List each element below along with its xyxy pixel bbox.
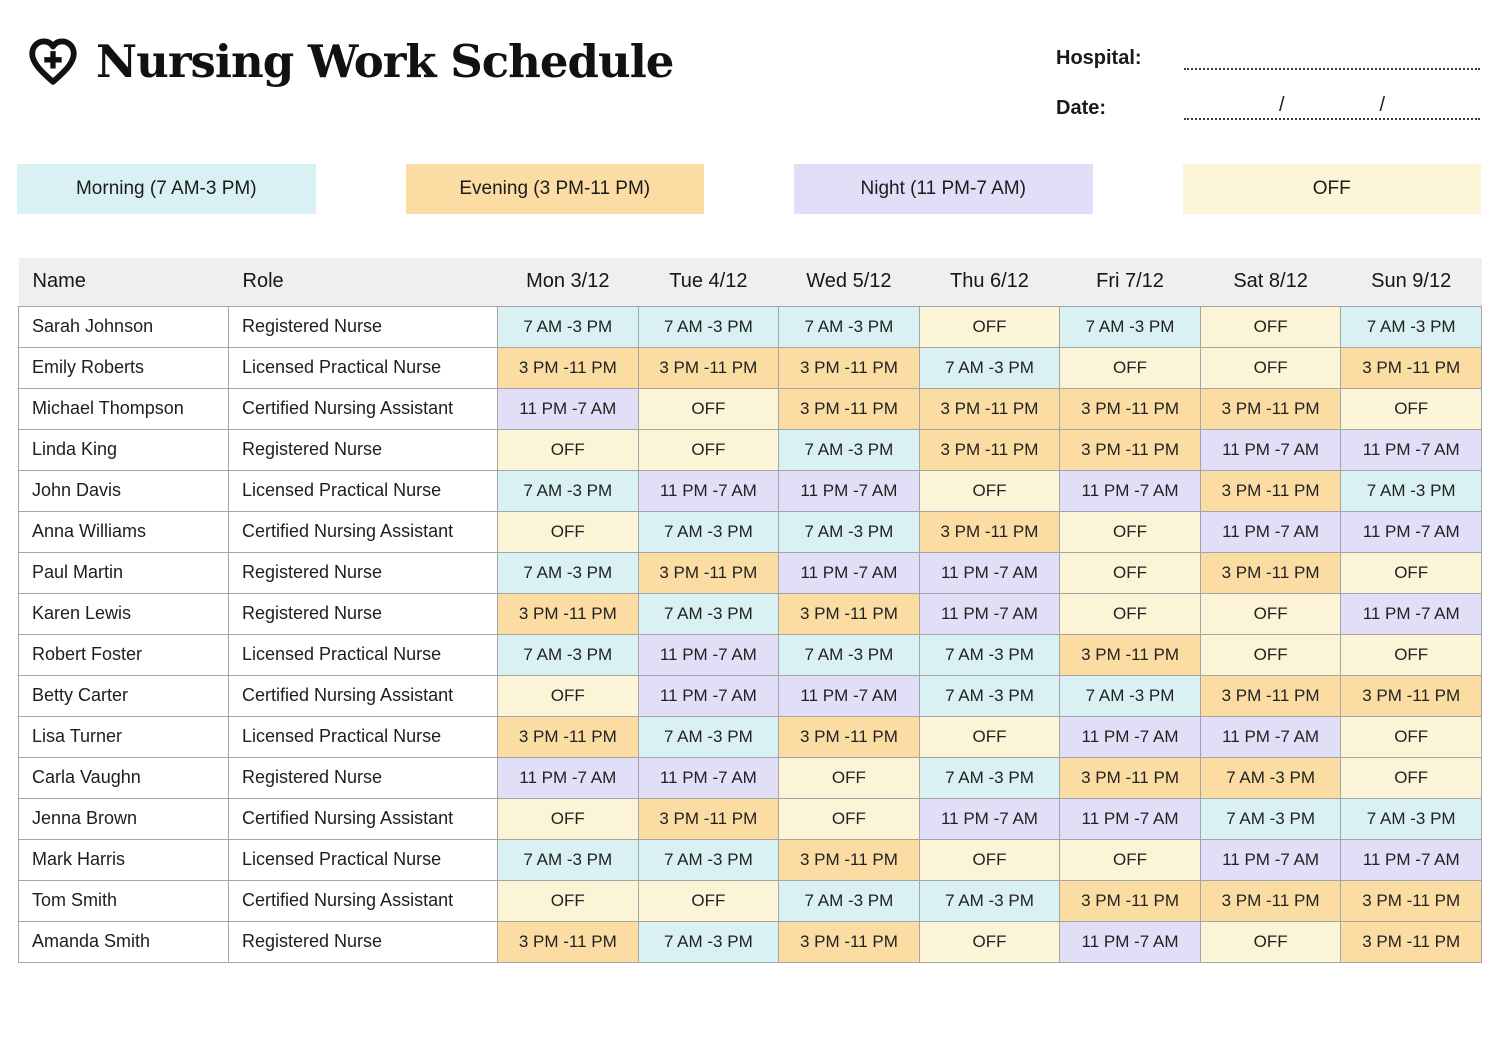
shift-cell-morning: 7 AM -3 PM	[498, 470, 639, 511]
column-header-role: Role	[229, 258, 498, 306]
page-title: Nursing Work Schedule	[96, 34, 674, 88]
shift-cell-morning: 7 AM -3 PM	[1060, 675, 1201, 716]
table-row	[19, 470, 1482, 511]
shift-cell-off: OFF	[1200, 921, 1341, 962]
shift-cell-night: 11 PM -7 AM	[1200, 716, 1341, 757]
table-row	[19, 716, 1482, 757]
shift-cell-off: OFF	[638, 880, 779, 921]
shift-cell-off: OFF	[1200, 593, 1341, 634]
shift-cell-night: 11 PM -7 AM	[1060, 716, 1201, 757]
table-row	[19, 757, 1482, 798]
shift-cell-evening: 3 PM -11 PM	[498, 716, 639, 757]
table-row	[19, 429, 1482, 470]
legend-morning-label: Morning (7 AM-3 PM)	[75, 178, 257, 199]
shift-cell-morning: 7 AM -3 PM	[919, 675, 1060, 716]
legend-off-label: OFF	[1312, 178, 1351, 199]
shift-cell-morning: 7 AM -3 PM	[1341, 798, 1482, 839]
column-header-fri-7-12: Fri 7/12	[1060, 258, 1201, 306]
date-input-line[interactable]	[1184, 92, 1480, 120]
shift-cell-off: OFF	[919, 839, 1060, 880]
shift-cell-morning: 7 AM -3 PM	[779, 429, 920, 470]
shift-cell-night: 11 PM -7 AM	[919, 798, 1060, 839]
shift-cell-evening: 3 PM -11 PM	[779, 716, 920, 757]
shift-cell-evening: 3 PM -11 PM	[1060, 388, 1201, 429]
shift-cell-evening: 3 PM -11 PM	[638, 798, 779, 839]
shift-cell-morning: 7 AM -3 PM	[779, 634, 920, 675]
shift-cell-night: 11 PM -7 AM	[779, 552, 920, 593]
table-row	[19, 921, 1482, 962]
shift-cell-evening: 7 AM -3 PM	[1200, 757, 1341, 798]
nurse-name-cell: Amanda Smith	[19, 921, 229, 962]
nurse-role-cell: Certified Nursing Assistant	[229, 388, 498, 429]
shift-cell-morning: 7 AM -3 PM	[498, 839, 639, 880]
shift-cell-morning: 7 AM -3 PM	[638, 839, 779, 880]
shift-cell-off: OFF	[498, 880, 639, 921]
heart-cross-icon	[24, 32, 82, 90]
shift-cell-morning: 7 AM -3 PM	[919, 347, 1060, 388]
shift-cell-evening: 3 PM -11 PM	[1060, 757, 1201, 798]
shift-cell-night: 11 PM -7 AM	[1200, 511, 1341, 552]
nurse-name-cell: Emily Roberts	[19, 347, 229, 388]
shift-cell-evening: 3 PM -11 PM	[638, 347, 779, 388]
shift-cell-evening: 3 PM -11 PM	[498, 593, 639, 634]
nurse-role-cell: Licensed Practical Nurse	[229, 634, 498, 675]
shift-cell-morning: 7 AM -3 PM	[1200, 798, 1341, 839]
shift-cell-evening: 3 PM -11 PM	[919, 511, 1060, 552]
nurse-role-cell: Registered Nurse	[229, 429, 498, 470]
table-row	[19, 593, 1482, 634]
shift-cell-off: OFF	[1060, 593, 1201, 634]
shift-cell-night: 11 PM -7 AM	[779, 470, 920, 511]
shift-cell-off: OFF	[498, 511, 639, 552]
nurse-role-cell: Registered Nurse	[229, 593, 498, 634]
nurse-name-cell: Mark Harris	[19, 839, 229, 880]
nurse-name-cell: Sarah Johnson	[19, 306, 229, 347]
shift-cell-evening: 3 PM -11 PM	[1200, 675, 1341, 716]
nurse-role-cell: Licensed Practical Nurse	[229, 470, 498, 511]
table-row	[19, 388, 1482, 429]
shift-cell-off: OFF	[1060, 511, 1201, 552]
column-header-name: Name	[19, 258, 229, 306]
shift-cell-off: OFF	[1200, 306, 1341, 347]
nurse-name-cell: Lisa Turner	[19, 716, 229, 757]
column-header-sun-9-12: Sun 9/12	[1341, 258, 1482, 306]
nurse-name-cell: Karen Lewis	[19, 593, 229, 634]
shift-cell-off: OFF	[919, 306, 1060, 347]
header-area	[0, 0, 1500, 120]
table-row	[19, 798, 1482, 839]
shift-cell-evening: 3 PM -11 PM	[1060, 429, 1201, 470]
nurse-role-cell: Certified Nursing Assistant	[229, 675, 498, 716]
table-row	[19, 306, 1482, 347]
nurse-role-cell: Certified Nursing Assistant	[229, 880, 498, 921]
shift-cell-night: 11 PM -7 AM	[1341, 839, 1482, 880]
date-label: Date:	[1056, 97, 1107, 119]
nurse-role-cell: Licensed Practical Nurse	[229, 839, 498, 880]
nurse-name-cell: Carla Vaughn	[19, 757, 229, 798]
shift-cell-night: 11 PM -7 AM	[919, 552, 1060, 593]
shift-cell-evening: 3 PM -11 PM	[1341, 347, 1482, 388]
shift-cell-morning: 7 AM -3 PM	[638, 593, 779, 634]
shift-cell-off: OFF	[638, 388, 779, 429]
shift-cell-morning: 7 AM -3 PM	[638, 306, 779, 347]
shift-cell-morning: 7 AM -3 PM	[1060, 306, 1201, 347]
shift-cell-off: OFF	[1341, 716, 1482, 757]
shift-cell-night: 11 PM -7 AM	[498, 757, 639, 798]
legend-evening-label: Evening (3 PM-11 PM)	[459, 178, 651, 199]
legend-off	[1183, 164, 1482, 214]
shift-cell-off: OFF	[1341, 552, 1482, 593]
legend-night-label: Night (11 PM-7 AM)	[860, 178, 1026, 199]
column-header-wed-5-12: Wed 5/12	[779, 258, 920, 306]
table-row	[19, 634, 1482, 675]
shift-cell-morning: 7 AM -3 PM	[1341, 470, 1482, 511]
shift-cell-evening: 3 PM -11 PM	[1200, 388, 1341, 429]
shift-cell-evening: 3 PM -11 PM	[779, 839, 920, 880]
shift-cell-night: 11 PM -7 AM	[638, 675, 779, 716]
table-row	[19, 511, 1482, 552]
nurse-name-cell: Michael Thompson	[19, 388, 229, 429]
hospital-row	[1056, 42, 1480, 70]
shift-cell-morning: 7 AM -3 PM	[638, 716, 779, 757]
shift-cell-off: OFF	[638, 429, 779, 470]
table-row	[19, 675, 1482, 716]
shift-cell-night: 11 PM -7 AM	[1341, 593, 1482, 634]
shift-cell-morning: 7 AM -3 PM	[919, 757, 1060, 798]
shift-cell-evening: 3 PM -11 PM	[779, 593, 920, 634]
date-slash-icon: /	[1278, 94, 1285, 116]
shift-cell-off: OFF	[498, 429, 639, 470]
hospital-date-block	[1056, 42, 1480, 120]
shift-cell-morning: 7 AM -3 PM	[638, 511, 779, 552]
shift-cell-night: 11 PM -7 AM	[1200, 839, 1341, 880]
shift-cell-evening: 3 PM -11 PM	[1200, 470, 1341, 511]
shift-cell-morning: 7 AM -3 PM	[1341, 306, 1482, 347]
legend-morning	[17, 164, 316, 214]
hospital-input-line[interactable]	[1184, 42, 1480, 70]
shift-cell-morning: 7 AM -3 PM	[919, 880, 1060, 921]
shift-cell-evening: 3 PM -11 PM	[919, 388, 1060, 429]
shift-cell-night: 11 PM -7 AM	[1341, 429, 1482, 470]
shift-cell-night: 11 PM -7 AM	[1060, 921, 1201, 962]
nurse-name-cell: Betty Carter	[19, 675, 229, 716]
legend-night	[794, 164, 1093, 214]
shift-cell-morning: 7 AM -3 PM	[498, 306, 639, 347]
shift-cell-night: 11 PM -7 AM	[638, 634, 779, 675]
shift-cell-off: OFF	[779, 798, 920, 839]
shift-cell-off: OFF	[1060, 552, 1201, 593]
nurse-role-cell: Registered Nurse	[229, 306, 498, 347]
shift-cell-night: 11 PM -7 AM	[1060, 470, 1201, 511]
table-header	[19, 258, 1482, 306]
shift-cell-evening: 3 PM -11 PM	[779, 921, 920, 962]
nurse-role-cell: Registered Nurse	[229, 757, 498, 798]
shift-cell-off: OFF	[1200, 347, 1341, 388]
shift-cell-evening: 3 PM -11 PM	[498, 921, 639, 962]
nurse-role-cell: Certified Nursing Assistant	[229, 511, 498, 552]
shift-cell-night: 11 PM -7 AM	[498, 388, 639, 429]
shift-cell-night: 11 PM -7 AM	[1060, 798, 1201, 839]
shift-cell-off: OFF	[919, 921, 1060, 962]
shift-cell-morning: 7 AM -3 PM	[779, 880, 920, 921]
nurse-name-cell: Jenna Brown	[19, 798, 229, 839]
shift-cell-evening: 3 PM -11 PM	[1060, 634, 1201, 675]
shift-cell-night: 11 PM -7 AM	[1200, 429, 1341, 470]
table-row	[19, 552, 1482, 593]
shift-cell-evening: 3 PM -11 PM	[498, 347, 639, 388]
shift-cell-evening: 3 PM -11 PM	[779, 347, 920, 388]
column-header-tue-4-12: Tue 4/12	[638, 258, 779, 306]
shift-cell-evening: 3 PM -11 PM	[1341, 880, 1482, 921]
shift-cell-morning: 7 AM -3 PM	[919, 634, 1060, 675]
legend-evening	[406, 164, 705, 214]
shift-cell-evening: 3 PM -11 PM	[779, 388, 920, 429]
nurse-name-cell: Linda King	[19, 429, 229, 470]
shift-cell-night: 11 PM -7 AM	[1341, 511, 1482, 552]
shift-cell-morning: 7 AM -3 PM	[779, 306, 920, 347]
schedule-table	[18, 258, 1482, 963]
legend	[17, 164, 1481, 214]
shift-cell-off: OFF	[1060, 347, 1201, 388]
table-row	[19, 347, 1482, 388]
shift-cell-off: OFF	[1341, 757, 1482, 798]
shift-cell-night: 11 PM -7 AM	[919, 593, 1060, 634]
shift-cell-evening: 3 PM -11 PM	[1200, 552, 1341, 593]
nurse-role-cell: Certified Nursing Assistant	[229, 798, 498, 839]
nurse-role-cell: Licensed Practical Nurse	[229, 716, 498, 757]
column-header-mon-3-12: Mon 3/12	[498, 258, 639, 306]
hospital-label: Hospital:	[1056, 47, 1142, 69]
shift-cell-evening: 3 PM -11 PM	[1341, 921, 1482, 962]
nurse-name-cell: Paul Martin	[19, 552, 229, 593]
table-row	[19, 880, 1482, 921]
shift-cell-off: OFF	[919, 716, 1060, 757]
shift-cell-morning: 7 AM -3 PM	[779, 511, 920, 552]
shift-cell-night: 11 PM -7 AM	[779, 675, 920, 716]
shift-cell-morning: 7 AM -3 PM	[638, 921, 779, 962]
shift-cell-evening: 3 PM -11 PM	[1060, 880, 1201, 921]
shift-cell-off: OFF	[1060, 839, 1201, 880]
nurse-name-cell: Tom Smith	[19, 880, 229, 921]
shift-cell-off: OFF	[498, 675, 639, 716]
shift-cell-off: OFF	[1341, 634, 1482, 675]
shift-cell-off: OFF	[1341, 388, 1482, 429]
shift-cell-night: 11 PM -7 AM	[638, 757, 779, 798]
nurse-name-cell: John Davis	[19, 470, 229, 511]
shift-cell-morning: 7 AM -3 PM	[498, 634, 639, 675]
shift-cell-evening: 3 PM -11 PM	[638, 552, 779, 593]
shift-cell-off: OFF	[919, 470, 1060, 511]
nurse-role-cell: Registered Nurse	[229, 921, 498, 962]
shift-cell-evening: 3 PM -11 PM	[1200, 880, 1341, 921]
shift-cell-off: OFF	[779, 757, 920, 798]
date-row	[1056, 92, 1480, 120]
shift-cell-evening: 3 PM -11 PM	[919, 429, 1060, 470]
shift-cell-morning: 7 AM -3 PM	[498, 552, 639, 593]
shift-cell-off: OFF	[498, 798, 639, 839]
table-row	[19, 839, 1482, 880]
shift-cell-off: OFF	[1200, 634, 1341, 675]
shift-cell-evening: 3 PM -11 PM	[1341, 675, 1482, 716]
column-header-thu-6-12: Thu 6/12	[919, 258, 1060, 306]
nurse-name-cell: Robert Foster	[19, 634, 229, 675]
nurse-name-cell: Anna Williams	[19, 511, 229, 552]
column-header-sat-8-12: Sat 8/12	[1200, 258, 1341, 306]
nurse-role-cell: Licensed Practical Nurse	[229, 347, 498, 388]
nurse-role-cell: Registered Nurse	[229, 552, 498, 593]
shift-cell-night: 11 PM -7 AM	[638, 470, 779, 511]
title-block	[24, 32, 673, 90]
date-slash-icon: /	[1379, 94, 1386, 116]
